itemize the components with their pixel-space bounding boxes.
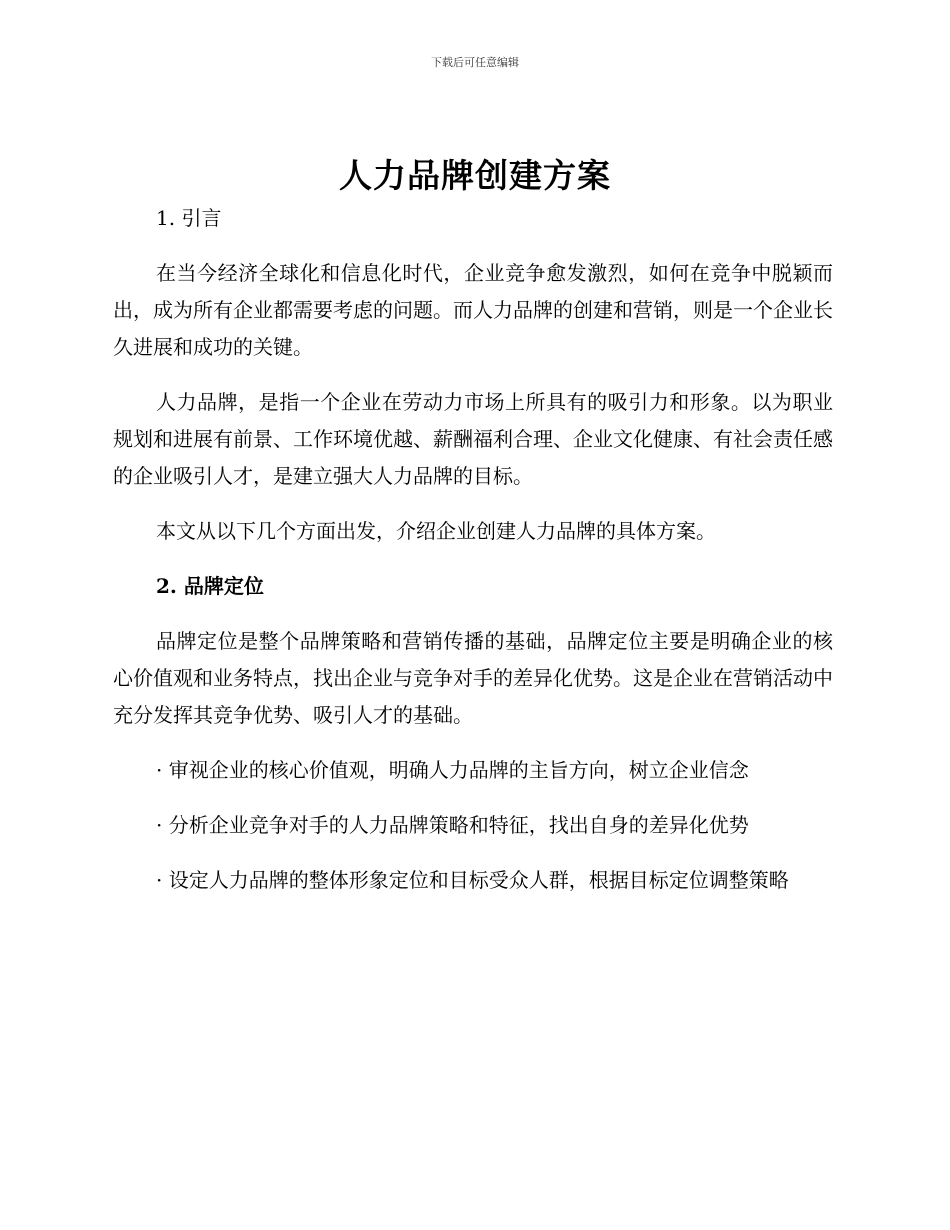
section-heading-introduction: 1. 引言 <box>156 206 222 230</box>
paragraph-intro-3: 本文从以下几个方面出发，介绍企业创建人力品牌的具体方案。 <box>156 519 716 543</box>
bullet-item-competitor-analysis: · 分析企业竞争对手的人力品牌策略和特征，找出自身的差异化优势 <box>156 813 749 837</box>
bullet-item-target-positioning: · 设定人力品牌的整体形象定位和目标受众人群，根据目标定位调整策略 <box>156 868 789 892</box>
section-heading-brand-positioning: 2. 品牌定位 <box>156 574 264 598</box>
document-title: 人力品牌创建方案 <box>339 156 611 195</box>
bullet-item-core-values: · 审视企业的核心价值观，明确人力品牌的主旨方向，树立企业信念 <box>156 758 749 782</box>
page-header-note: 下载后可任意编辑 <box>431 56 519 69</box>
paragraph-intro-1: 在当今经济全球化和信息化时代，企业竞争愈发激烈，如何在竞争中脱颖而出，成为所有企业都需要考虑的问题。而人力品牌的创建和营销，则是一个企业长久进展和成功的关键。 <box>113 261 833 359</box>
paragraph-intro-2: 人力品牌，是指一个企业在劳动力市场上所具有的吸引力和形象。以为职业规划和进展有前景、工作环境优越、薪酬福利合理、企业文化健康、有社会责任感的企业吸引人才，是建立强大人力品牌的目标。 <box>113 390 833 488</box>
paragraph-positioning-1: 品牌定位是整个品牌策略和营销传播的基础，品牌定位主要是明确企业的核心价值观和业务特点，找出企业与竞争对手的差异化优势。这是企业在营销活动中充分发挥其竞争优势、吸引人才的基础。 <box>113 629 833 727</box>
document-body <box>113 200 833 899</box>
